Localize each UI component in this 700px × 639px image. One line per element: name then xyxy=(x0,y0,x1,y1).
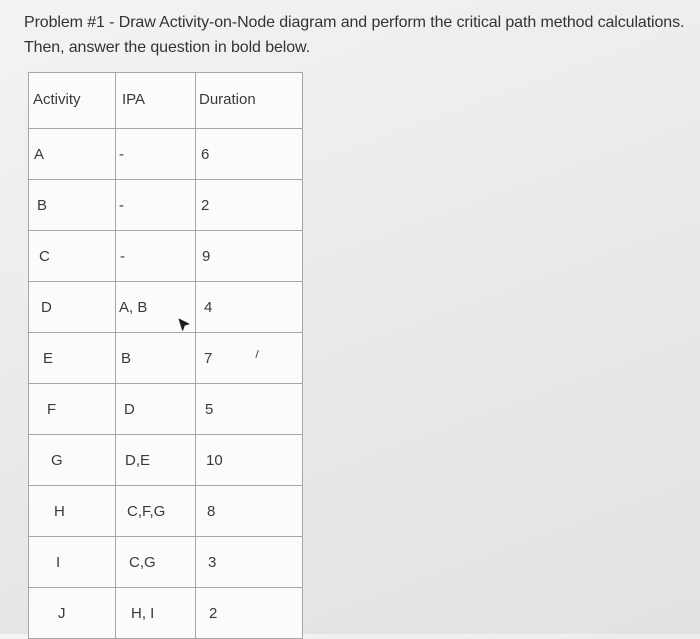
mouse-pointer-icon xyxy=(178,318,190,332)
problem-line-1: Problem #1 - Draw Activity-on-Node diagram and perform the critical path method calculations. xyxy=(24,14,685,31)
cell-duration: 10 xyxy=(196,435,303,486)
cell-duration: 2 xyxy=(196,180,303,231)
table-row xyxy=(29,129,303,180)
header-activity: Activity xyxy=(29,73,116,129)
table-row xyxy=(29,537,303,588)
problem-statement xyxy=(24,10,694,60)
table-row xyxy=(29,486,303,537)
cell-duration: 4 xyxy=(196,282,303,333)
cell-duration: 3 xyxy=(196,537,303,588)
cell-ipa: - xyxy=(116,231,196,282)
cell-activity: D xyxy=(29,282,116,333)
table-row xyxy=(29,588,303,639)
cell-activity: H xyxy=(29,486,116,537)
cell-activity: F xyxy=(29,384,116,435)
table-row xyxy=(29,180,303,231)
cell-ipa: D,E xyxy=(116,435,196,486)
cell-ipa: B xyxy=(116,333,196,384)
cell-activity: J xyxy=(29,588,116,639)
table-row xyxy=(29,435,303,486)
cell-ipa: C,G xyxy=(116,537,196,588)
cell-activity: C xyxy=(29,231,116,282)
cell-duration: 9 xyxy=(196,231,303,282)
cell-duration: 7 xyxy=(196,333,303,384)
cell-ipa: A, B xyxy=(116,282,196,333)
cell-ipa: C,F,G xyxy=(116,486,196,537)
cell-activity: G xyxy=(29,435,116,486)
cell-duration: 5 xyxy=(196,384,303,435)
cell-activity: B xyxy=(29,180,116,231)
table-row xyxy=(29,333,303,384)
table-row xyxy=(29,282,303,333)
header-duration: Duration xyxy=(196,73,303,129)
table-header-row xyxy=(29,73,303,129)
table-row xyxy=(29,231,303,282)
cell-duration: 6 xyxy=(196,129,303,180)
cell-ipa: - xyxy=(116,129,196,180)
cell-activity: E xyxy=(29,333,116,384)
cell-duration: 8 xyxy=(196,486,303,537)
header-ipa: IPA xyxy=(116,73,196,129)
pen-tick-mark xyxy=(255,350,259,358)
cell-duration: 2 xyxy=(196,588,303,639)
table-row xyxy=(29,384,303,435)
cell-ipa: - xyxy=(116,180,196,231)
cell-activity: A xyxy=(29,129,116,180)
cell-activity: I xyxy=(29,537,116,588)
activity-table xyxy=(28,72,303,639)
cell-ipa: D xyxy=(116,384,196,435)
problem-line-2: Then, answer the question in bold below. xyxy=(24,39,310,56)
cell-ipa: H, I xyxy=(116,588,196,639)
